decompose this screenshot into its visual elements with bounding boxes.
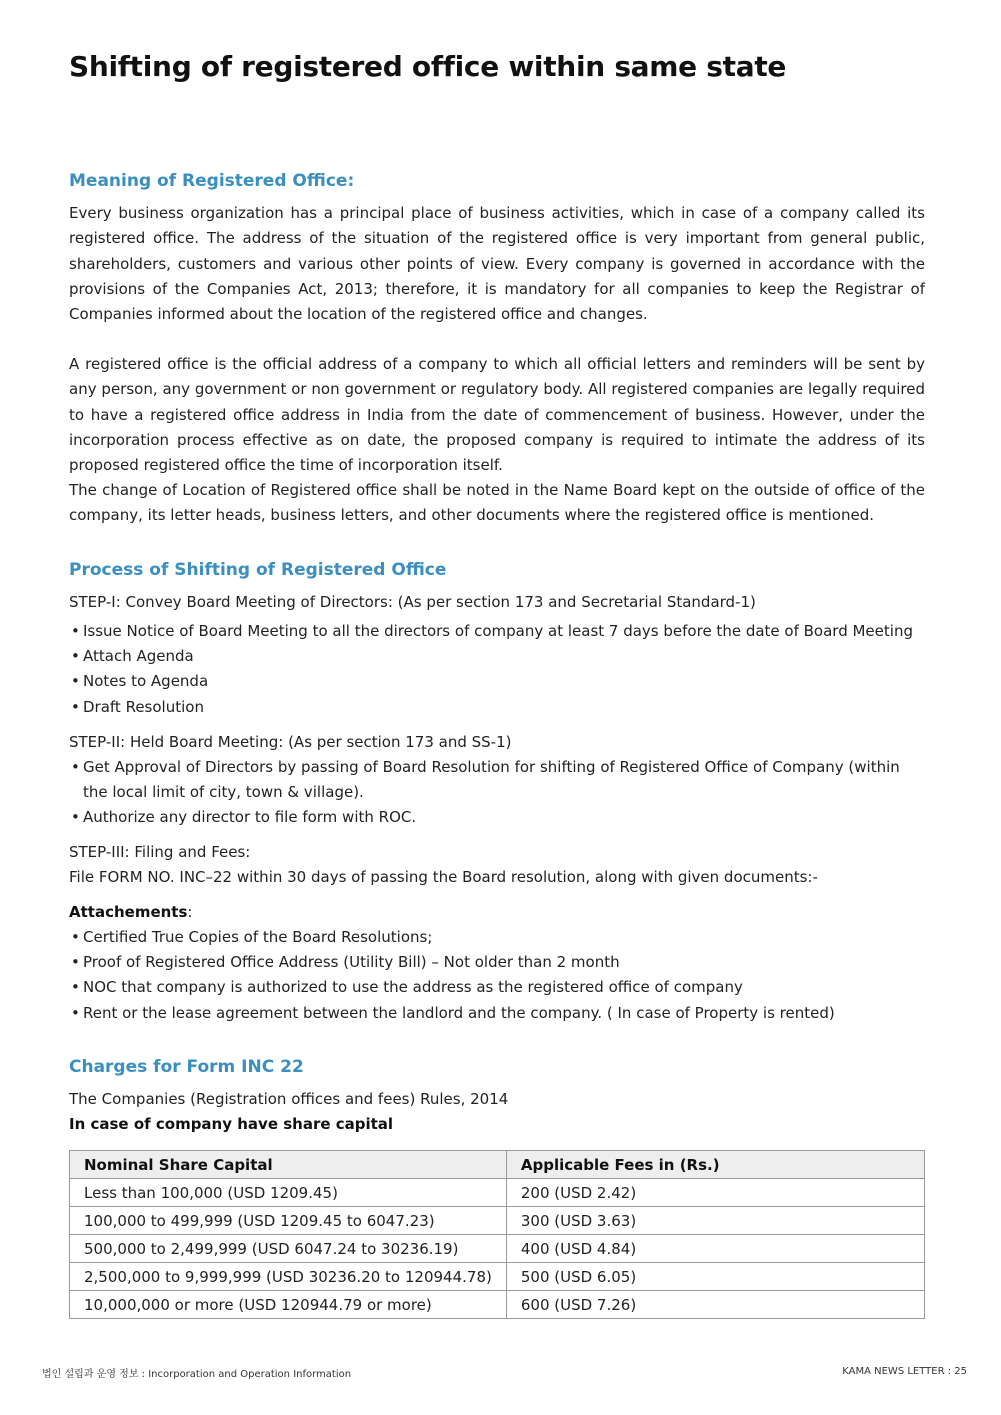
fee-cell: 400 (USD 4.84) <box>506 1235 924 1263</box>
bullet-icon: • <box>71 1003 80 1022</box>
list-item: • Authorize any director to file form with ROC. <box>69 805 925 830</box>
capital-cell: Less than 100,000 (USD 1209.45) <box>70 1179 507 1207</box>
capital-cell: 500,000 to 2,499,999 (USD 6047.24 to 30236.19) <box>70 1235 507 1263</box>
column-header-fees: Applicable Fees in (Rs.) <box>506 1151 924 1179</box>
list-item: • Certified True Copies of the Board Resolutions; <box>69 925 925 950</box>
list-item: • Draft Resolution <box>69 695 925 720</box>
list-item: • Proof of Registered Office Address (Utility Bill) – Not older than 2 month <box>69 950 925 975</box>
list-item: • Rent or the lease agreement between the landlord and the company. ( In case of Property is rented) <box>69 1001 925 1026</box>
bullet-icon: • <box>71 928 80 946</box>
fee-cell: 200 (USD 2.42) <box>506 1179 924 1207</box>
step-3-title: STEP-III: Filing and Fees: <box>69 843 251 861</box>
fee-cell: 500 (USD 6.05) <box>506 1263 924 1291</box>
list-item: • Attach Agenda <box>69 644 925 669</box>
fee-cell: 300 (USD 3.63) <box>506 1207 924 1235</box>
bullet-icon: • <box>71 978 80 997</box>
fee-cell: 600 (USD 7.26) <box>506 1291 924 1319</box>
bullet-icon: • <box>71 808 80 827</box>
step-1-list <box>69 619 925 720</box>
rules-text: The Companies (Registration offices and fees) Rules, 2014 <box>69 1090 509 1108</box>
footer-section-label: 법인 설립과 운영 정보 : Incorporation and Operation Information <box>42 1369 352 1380</box>
attachments-list <box>69 925 925 1026</box>
bullet-icon: • <box>71 647 80 666</box>
list-item: • Get Approval of Directors by passing of Board Resolution for shifting of Registered Office of Company (within the local limit of city, town & village). <box>69 755 925 805</box>
list-item: • Notes to Agenda <box>69 669 925 694</box>
bullet-icon: • <box>71 758 80 776</box>
bullet-icon: • <box>71 622 80 640</box>
table-row <box>70 1263 925 1291</box>
page-title: Shifting of registered office within same state <box>69 50 787 83</box>
meaning-paragraph-1: Every business organization has a principal place of business activities, which in case of a company called its registered office. The address of the situation of the registered office is very important from general public, shareholders, customers and various other points of view. Every company is governed in accordance with the provisions of the Companies Act, 2013; therefore, it is mandatory for all companies to keep the Registrar of Companies informed about the location of the registered office and changes. <box>69 204 925 324</box>
process-heading: Process of Shifting of Registered Office <box>69 560 447 580</box>
bullet-icon: • <box>71 672 80 691</box>
meaning-heading: Meaning of Registered Office: <box>69 171 355 191</box>
step-1-title: STEP-I: Convey Board Meeting of Directors: (As per section 173 and Secretarial Standard-1) <box>69 593 756 611</box>
column-header-capital: Nominal Share Capital <box>70 1151 507 1179</box>
charges-heading: Charges for Form INC 22 <box>69 1057 304 1077</box>
capital-cell: 2,500,000 to 9,999,999 (USD 30236.20 to 120944.78) <box>70 1263 507 1291</box>
capital-cell: 100,000 to 499,999 (USD 1209.45 to 6047.23) <box>70 1207 507 1235</box>
table-header-row <box>70 1151 925 1179</box>
meaning-paragraph-2: A registered office is the official address of a company to which all official letters and reminders will be sent by any person, any government or non government or regulatory body. All registered companies are legally required to have a registered office address in India from the date of commencement of business. However, under the incorporation process effective as on date, the proposed company is required to intimate the address of its proposed registered office the time of incorporation itself. <box>69 355 925 475</box>
bullet-icon: • <box>71 697 80 716</box>
capital-cell: 10,000,000 or more (USD 120944.79 or more) <box>70 1291 507 1319</box>
footer-page-number: KAMA NEWS LETTER : 25 <box>842 1366 967 1377</box>
step-2-title: STEP-II: Held Board Meeting: (As per section 173 and SS-1) <box>69 733 512 751</box>
meaning-paragraph-3: The change of Location of Registered office shall be noted in the Name Board kept on the outside of office of the company, its letter heads, business letters, and other documents where the registered office is mentioned. <box>69 481 925 525</box>
table-row <box>70 1291 925 1319</box>
table-row <box>70 1179 925 1207</box>
step-2-list <box>69 755 925 831</box>
table-row <box>70 1207 925 1235</box>
bullet-icon: • <box>71 953 80 972</box>
table-row <box>70 1235 925 1263</box>
share-capital-subheading: In case of company have share capital <box>69 1115 394 1133</box>
attachments-label: Attachements: <box>69 903 193 921</box>
step-3-text: File FORM NO. INC–22 within 30 days of passing the Board resolution, along with given documents:- <box>69 868 818 886</box>
fees-table <box>69 1150 925 1319</box>
list-item: • NOC that company is authorized to use the address as the registered office of company <box>69 975 925 1000</box>
list-item: • Issue Notice of Board Meeting to all the directors of company at least 7 days before the date of Board Meeting <box>69 619 925 644</box>
